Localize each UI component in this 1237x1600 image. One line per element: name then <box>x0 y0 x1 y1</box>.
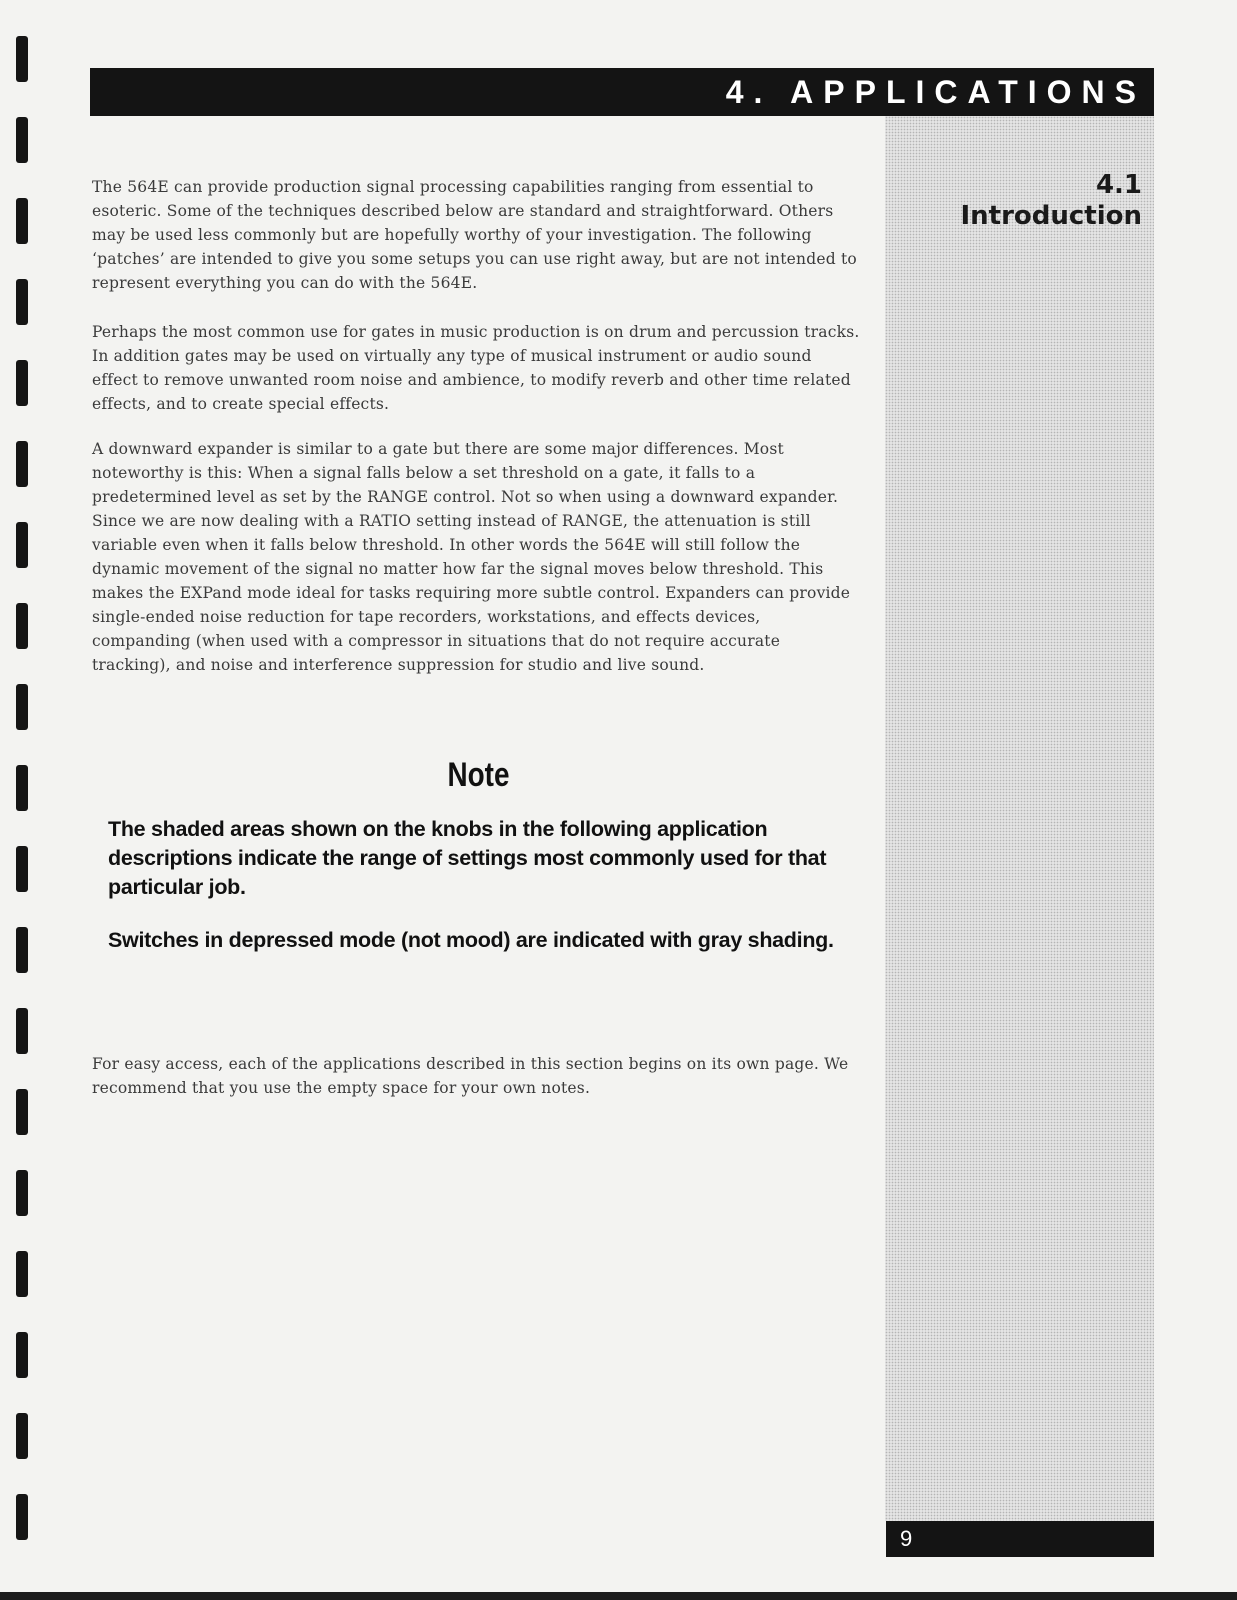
page-bottom-edge <box>0 1592 1237 1600</box>
binder-hole <box>16 117 28 163</box>
note-title: Note <box>447 756 510 794</box>
note-paragraph: The shaded areas shown on the knobs in the following application descriptions indicate the range of settings most commonly used for that particular job. <box>108 817 827 899</box>
section-heading <box>890 170 1142 232</box>
binder-hole <box>16 603 28 649</box>
binder-hole <box>16 36 28 82</box>
note-paragraph: Switches in depressed mode (not mood) are indicated with gray shading. <box>108 928 834 952</box>
body-paragraph: For easy access, each of the applications described in this section begins on its own page. We recommend that you use the empty space for your own notes. <box>92 1055 849 1097</box>
binder-hole <box>16 1251 28 1297</box>
binder-hole <box>16 198 28 244</box>
binder-hole <box>16 279 28 325</box>
sidebar-shaded-column <box>885 116 1154 1521</box>
binder-hole <box>16 927 28 973</box>
binder-hole <box>16 360 28 406</box>
binder-hole <box>16 522 28 568</box>
binder-hole <box>16 1008 28 1054</box>
body-paragraph: Perhaps the most common use for gates in music production is on drum and percussion tracks. In addition gates may be used on virtually any type of musical instrument or audio sound effect to remove unwanted room noise and ambience, to modify reverb and other time related effects, and to create special effects. <box>92 323 860 413</box>
binder-hole <box>16 1332 28 1378</box>
chapter-header: 4. APPLICATIONS <box>90 68 1154 116</box>
page-number: 9 <box>886 1521 1154 1557</box>
binder-hole <box>16 684 28 730</box>
section-title: Introduction <box>960 201 1142 231</box>
binder-hole <box>16 846 28 892</box>
binder-hole <box>16 1494 28 1540</box>
binder-hole <box>16 1170 28 1216</box>
section-number: 4.1 <box>1095 170 1142 200</box>
binder-hole <box>16 1413 28 1459</box>
binder-holes <box>8 0 38 1600</box>
binder-hole <box>16 1089 28 1135</box>
body-paragraph: The 564E can provide production signal processing capabilities ranging from essential to esoteric. Some of the techniques described below are standard and straightforward. Others may be used less commonly but are hopefully worthy of your investigation. The following ‘patches’ are intended to give you some setups you can use right away, but are not intended to represent everything you can do with the 564E. <box>92 178 857 292</box>
binder-hole <box>16 765 28 811</box>
binder-hole <box>16 441 28 487</box>
body-paragraph: A downward expander is similar to a gate but there are some major differences. Most noteworthy is this: When a signal falls below a set threshold on a gate, it falls to a predetermined level as set by the RANGE control. Not so when using a downward expander. Since we are now dealing with a RATIO setting instead of RANGE, the attenuation is still variable even when it falls below threshold. In other words the 564E will still follow the dynamic movement of the signal no matter how far the signal moves below threshold. This makes the EXPand mode ideal for tasks requiring more subtle control. Expanders can provide single-ended noise reduction for tape recorders, workstations, and effects devices, companding (when used with a compressor in situations that do not require accurate tracking), and noise and interference suppression for studio and live sound. <box>92 440 851 674</box>
